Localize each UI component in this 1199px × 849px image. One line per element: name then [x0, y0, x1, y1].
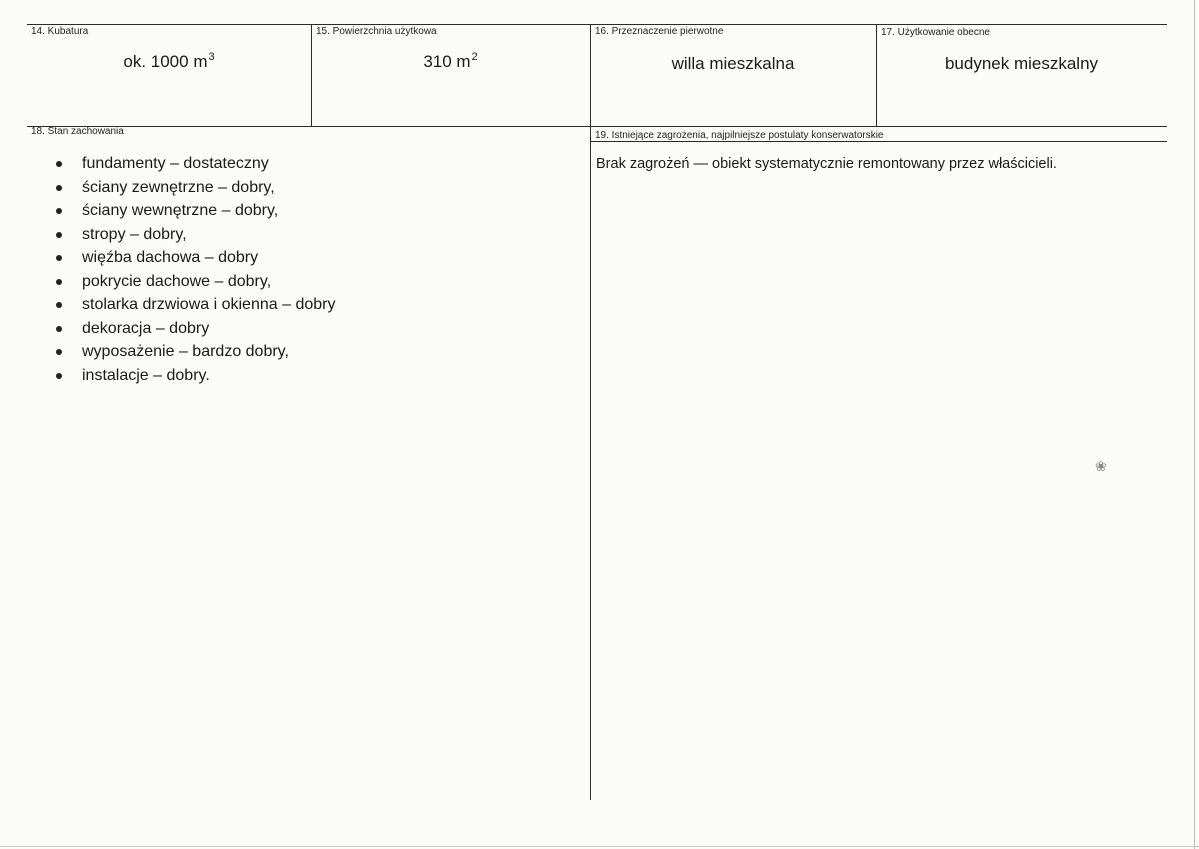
bullet-icon: [56, 255, 62, 261]
bullet-icon: [56, 185, 62, 191]
condition-list: [52, 152, 335, 387]
field-15-value: [311, 52, 590, 74]
field-14-label: 14. Kubatura: [31, 26, 89, 37]
column-divider-1: [311, 24, 312, 126]
field-14-value-text: ok. 1000 m: [123, 52, 208, 71]
bullet-icon: [56, 349, 62, 355]
top-border-line: [27, 24, 1167, 25]
field-15-value-exponent: 2: [471, 51, 478, 63]
condition-item: [52, 199, 335, 223]
condition-item: [52, 317, 335, 341]
field-17-value: budynek mieszkalny: [944, 54, 1099, 73]
condition-item: [52, 223, 335, 247]
bullet-icon: [56, 302, 62, 308]
condition-item-text: ściany zewnętrzne – dobry,: [82, 178, 275, 196]
field-17-label: 17. Użytkowanie obecne: [881, 27, 990, 38]
field-19-text: Brak zagrożeń — obiekt systematycznie remontowany przez właścicieli.: [596, 156, 1057, 172]
condition-item: [52, 340, 335, 364]
bullet-icon: [56, 279, 62, 285]
condition-item-text: stolarka drzwiowa i okienna – dobry: [82, 296, 336, 313]
condition-item-text: ściany wewnętrzne – dobry,: [82, 202, 279, 219]
field-18-label: 18. Stan zachowania: [31, 126, 124, 137]
paper-edge-bottom: [0, 846, 1199, 847]
bullet-icon: [56, 232, 62, 238]
condition-item-text: wyposażenie – bardzo dobry,: [82, 343, 289, 360]
condition-item-text: instalacje – dobry.: [82, 366, 210, 384]
condition-item: [52, 293, 335, 317]
condition-item-text: pokrycie dachowe – dobry,: [82, 272, 272, 290]
condition-item: [52, 246, 335, 270]
bullet-icon: [56, 326, 62, 332]
condition-item: [52, 364, 335, 388]
field-15-value-text: 310 m: [423, 52, 471, 71]
column-divider-2: [590, 24, 591, 800]
condition-item: [52, 152, 335, 176]
field-15-label: 15. Powierzchnia użytkowa: [316, 26, 437, 37]
condition-item-text: dekoracja – dobry: [82, 319, 210, 337]
field-16-value: willa mieszkalna: [671, 54, 795, 73]
field-14-value: [27, 52, 311, 74]
column-divider-3: [876, 24, 877, 126]
condition-item-text: fundamenty – dostateczny: [82, 155, 269, 172]
row-divider-line: [27, 126, 1167, 127]
bullet-icon: [56, 161, 62, 167]
condition-item-text: stropy – dobry,: [82, 225, 187, 243]
ink-mark-icon: ❀: [1095, 458, 1107, 474]
condition-item: [52, 176, 335, 200]
condition-item: [52, 270, 335, 294]
field-16-label: 16. Przeznaczenie pierwotne: [595, 26, 724, 37]
field-14-value-exponent: 3: [208, 51, 215, 63]
bullet-icon: [56, 208, 62, 214]
paper-edge-right: [1194, 0, 1195, 849]
bullet-icon: [56, 373, 62, 379]
condition-item-text: więźba dachowa – dobry: [82, 249, 259, 266]
field-19-label: 19. Istniejące zagrożenia, najpilniejsze postulaty konserwatorskie: [595, 130, 884, 141]
